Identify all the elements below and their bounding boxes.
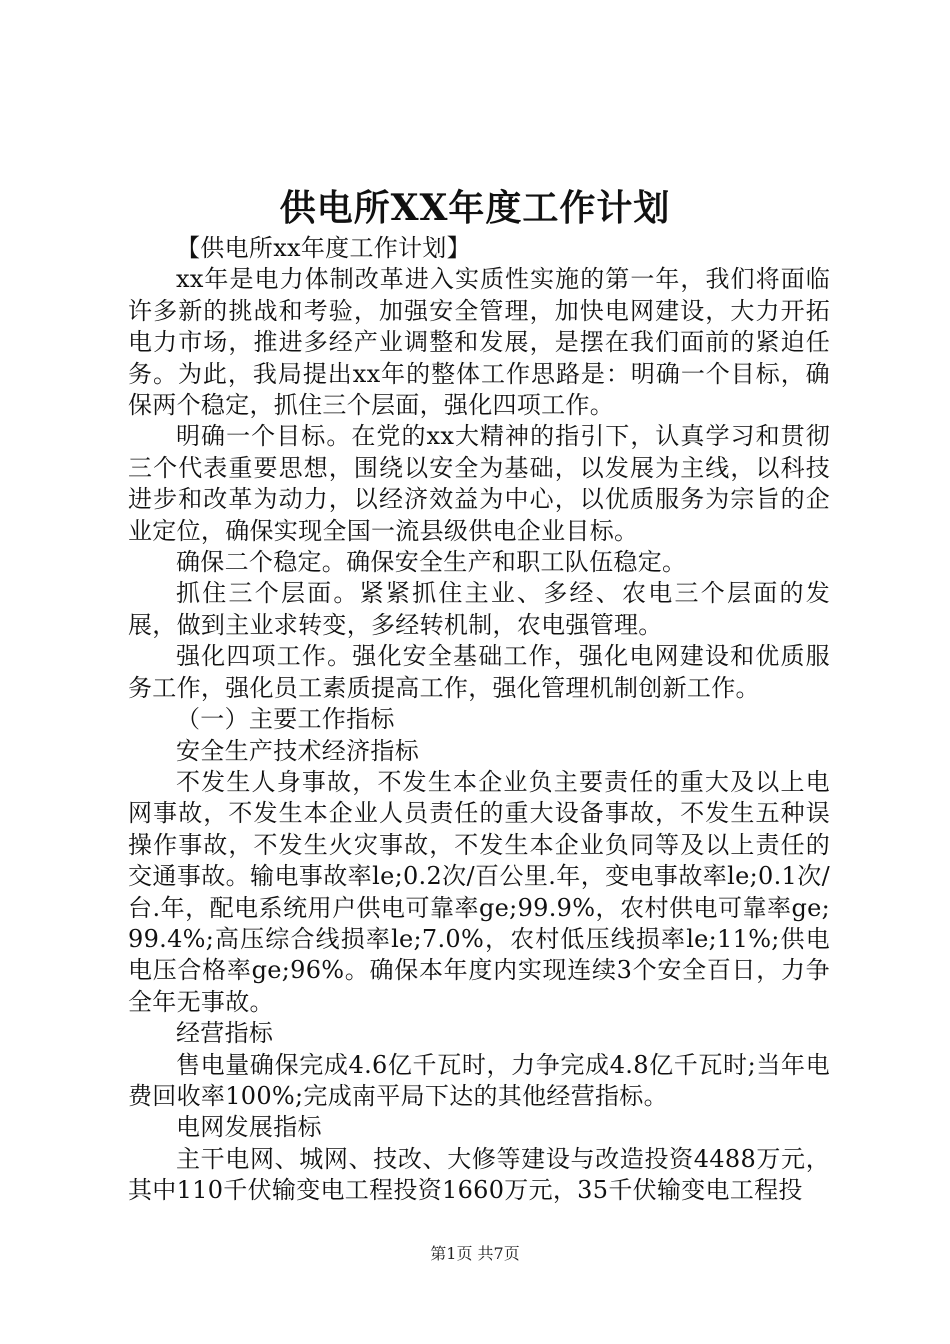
paragraph: 强化四项工作。强化安全基础工作，强化电网建设和优质服务工作，强化员工素质提高工作，强化管理机制创新工作。 [128, 642, 830, 702]
paragraph: 主干电网、城网、技改、大修等建设与改造投资4488万元，其中110千伏输变电工程投资1660万元，35千伏输变电工程投 [128, 1144, 830, 1205]
paragraph-heading: 【供电所xx年度工作计划】 [176, 234, 471, 262]
paragraph: 不发生人身事故，不发生本企业负主要责任的重大及以上电网事故，不发生本企业人员责任的重大设备事故，不发生五种误操作事故，不发生火灾事故，不发生本企业负同等及以上责任的交通事故。输电事故率le;0.2次/百公里.年，变电事故率le;0.1次/台.年，配电系统用户供电可靠率ge;99.9%，农村供电可靠率ge;99.4%;高压综合线损率le;7.0%，农村低压线损率le;11%;供电电压合格率ge;96%。确保本年度内实现连续3个安全百日，力争全年无事故。 [128, 767, 830, 1016]
paragraph: 售电量确保完成4.6亿千瓦时，力争完成4.8亿千瓦时;当年电费回收率100%;完成南平局下达的其他经营指标。 [128, 1050, 830, 1110]
page-footer: 第1页 共7页 [430, 1244, 520, 1263]
document-body [128, 233, 830, 1207]
paragraph: xx年是电力体制改革进入实质性实施的第一年，我们将面临许多新的挑战和考验，加强安全管理，加快电网建设，大力开拓电力市场，推进多经产业调整和发展，是摆在我们面前的紧迫任务。为此，我局提出xx年的整体工作思路是：明确一个目标，确保两个稳定，抓住三个层面，强化四项工作。 [128, 265, 830, 420]
paragraph: 明确一个目标。在党的xx大精神的指引下，认真学习和贯彻三个代表重要思想，围绕以安全为基础，以发展为主线，以科技进步和改革为动力，以经济效益为中心，以优质服务为宗旨的企业定位，确保实现全国一流县级供电企业目标。 [128, 422, 830, 545]
subsection-heading: 经营指标 [176, 1019, 274, 1048]
subsection-heading: 电网发展指标 [176, 1113, 322, 1142]
document-title: 供电所XX年度工作计划 [279, 187, 671, 229]
paragraph: 确保二个稳定。确保安全生产和职工队伍稳定。 [176, 548, 687, 577]
subsection-heading: 安全生产技术经济指标 [176, 736, 419, 765]
paragraph: 抓住三个层面。紧紧抓住主业、多经、农电三个层面的发展，做到主业求转变，多经转机制，农电强管理。 [128, 579, 830, 639]
section-heading: （一）主要工作指标 [176, 705, 395, 734]
